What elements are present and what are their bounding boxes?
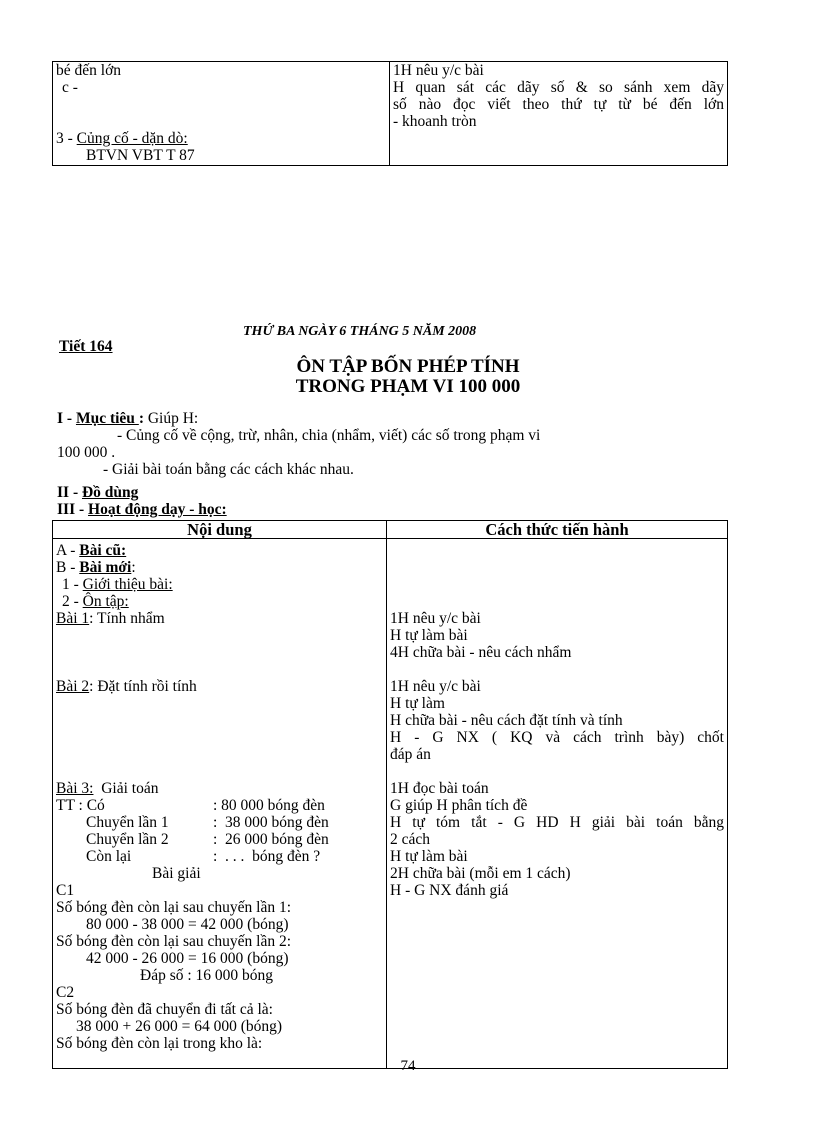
method-line: 1H nêu y/c bài <box>390 678 481 695</box>
spacer <box>56 627 383 644</box>
spacer <box>390 559 724 576</box>
solution-line: 80 000 - 38 000 = 42 000 (bóng) <box>86 916 289 933</box>
text-line: c - <box>62 79 78 96</box>
top-table <box>52 61 728 166</box>
method-1-label: C1 <box>56 882 75 899</box>
section-b: B - Bài mới: <box>56 559 136 576</box>
method-line: 2H chữa bài (mỗi em 1 cách) <box>390 865 571 882</box>
solution-line: 42 000 - 26 000 = 16 000 (bóng) <box>86 950 289 967</box>
objective-item: - Củng cố về cộng, trừ, nhân, chia (nhẩm, viết) các số trong phạm vi <box>117 427 541 444</box>
method-line: 1H đọc bài toán <box>390 780 489 797</box>
content-cell <box>53 539 387 1069</box>
text-line: - khoanh tròn <box>393 113 477 130</box>
method-line: 1H nêu y/c bài <box>390 610 481 627</box>
method-cell <box>387 539 728 1069</box>
spacer <box>56 763 383 780</box>
method-line: H tự làm <box>390 695 445 712</box>
exercise-1: Bài 1: Tính nhẩm <box>56 610 165 627</box>
spacer <box>390 542 724 559</box>
method-line: H tự làm bài <box>390 848 468 865</box>
solution-line: Số bóng đèn còn lại sau chuyến lần 1: <box>56 899 292 916</box>
method-line: H tự làm bài <box>390 627 468 644</box>
solution-line: 38 000 + 26 000 = 64 000 (bóng) <box>76 1018 283 1035</box>
method-2-label: C2 <box>56 984 75 1001</box>
method-line: 2 cách <box>390 831 431 848</box>
objectives-heading: I - Mục tiêu : Giúp H: <box>57 410 199 427</box>
solution-heading: Bài giải <box>152 865 201 882</box>
spacer <box>56 729 383 746</box>
spacer <box>390 576 724 593</box>
column-header-content: Nội dung <box>53 521 387 539</box>
activities-heading: III - Hoạt động dạy - học: <box>57 501 227 518</box>
text-line <box>56 96 386 113</box>
spacer <box>390 763 724 780</box>
method-line: H chữa bài - nêu cách đặt tính và tính <box>390 712 623 729</box>
spacer <box>56 695 383 712</box>
subsection-intro: 1 - Giới thiệu bài: <box>62 576 173 593</box>
section-a: A - Bài cũ: <box>56 542 127 559</box>
objective-item-cont: 100 000 . <box>57 444 116 461</box>
summary-row: Chuyển lần 1 : 38 000 bóng đèn <box>86 814 329 831</box>
subsection-review: 2 - Ôn tập: <box>62 593 129 610</box>
date-line: THỨ BA NGÀY 6 THÁNG 5 NĂM 2008 <box>243 324 477 339</box>
spacer <box>56 746 383 763</box>
column-header-method: Cách thức tiến hành <box>387 521 728 539</box>
objectives-section <box>57 410 697 478</box>
answer-line: Đáp số : 16 000 bóng <box>140 967 274 984</box>
text-line: bé đến lớn <box>56 62 122 79</box>
text-line <box>56 113 386 130</box>
exercise-2: Bài 2: Đặt tính rồi tính <box>56 678 197 695</box>
objective-item: - Giải bài toán bằng các cách khác nhau. <box>103 461 354 478</box>
method-line: H tự tóm tắt - G HD H giải bài toán bằng <box>390 814 724 831</box>
text-line: 1H nêu y/c bài <box>393 62 484 79</box>
spacer <box>390 661 724 678</box>
spacer <box>390 593 724 610</box>
top-table-left-cell <box>53 62 390 166</box>
solution-line: Số bóng đèn còn lại sau chuyến lần 2: <box>56 933 292 950</box>
lesson-number: Tiết 164 <box>59 338 113 355</box>
summary-row: Còn lại : . . . bóng đèn ? <box>86 848 321 865</box>
exercise-3: Bài 3: Giải toán <box>56 780 159 797</box>
materials-heading: II - Đồ dùng <box>57 484 139 501</box>
homework-text: BTVN VBT T 87 <box>86 147 195 164</box>
spacer <box>56 712 383 729</box>
spacer <box>56 644 383 661</box>
page-subtitle: TRONG PHẠM VI 100 000 <box>295 376 521 397</box>
text-line: số nào đọc viết theo thứ tự từ bé đến lớn <box>393 96 724 113</box>
text-line: H quan sát các dãy số & so sánh xem dãy <box>393 79 724 96</box>
wrap-up-heading: 3 - Củng cố - dặn dò: <box>56 130 188 147</box>
method-line: đáp án <box>390 746 431 763</box>
method-line: G giúp H phân tích đề <box>390 797 528 814</box>
top-table-right-cell <box>390 62 728 166</box>
solution-line: Số bóng đèn đã chuyển đi tất cả là: <box>56 1001 273 1018</box>
spacer <box>56 661 383 678</box>
solution-line: Số bóng đèn còn lại trong kho là: <box>56 1035 263 1052</box>
summary-row: TT : Có : 80 000 bóng đèn <box>56 797 325 814</box>
lesson-table <box>52 520 728 1069</box>
method-line: 4H chữa bài - nêu cách nhẩm <box>390 644 572 661</box>
summary-row: Chuyển lần 2 : 26 000 bóng đèn <box>86 831 329 848</box>
page-title: ÔN TẬP BỐN PHÉP TÍNH <box>296 356 520 377</box>
method-line: H - G NX ( KQ và cách trình bày) chốt <box>390 729 724 746</box>
page-number: 74 <box>400 1058 416 1074</box>
method-line: H - G NX đánh giá <box>390 882 509 899</box>
